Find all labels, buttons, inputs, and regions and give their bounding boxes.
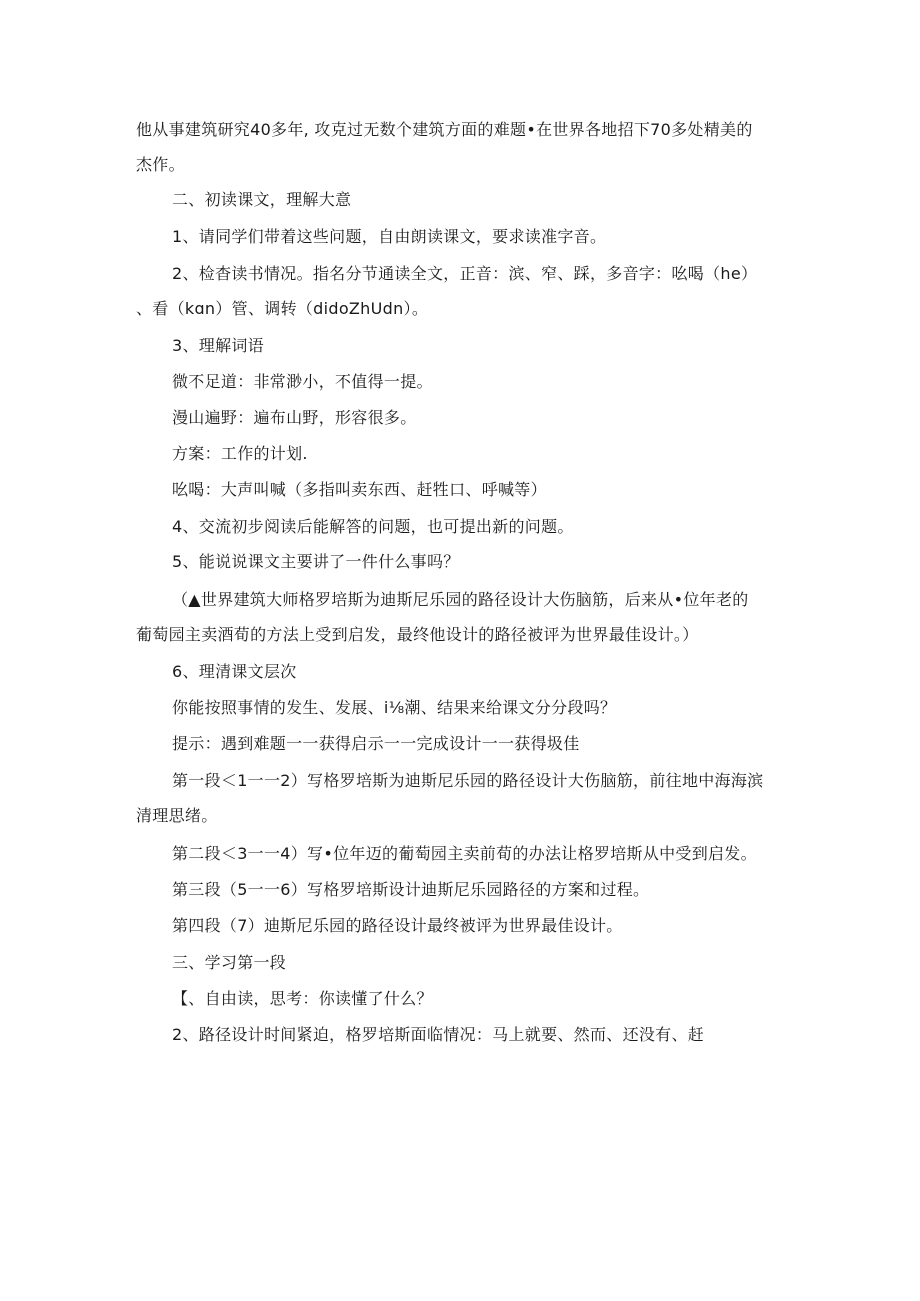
paragraph-line: 2、路径设计时间紧迫，格罗培斯面临情况：马上就要、然而、还没有、赶: [172, 1025, 705, 1044]
paragraph-line: （▲世界建筑大师格罗培斯为迪斯尼乐园的路径设计大伤脑筋，后来从•位年老的: [172, 590, 749, 609]
paragraph-line: 第四段（7）迪斯尼乐园的路径设计最终被评为世界最佳设计。: [172, 916, 623, 935]
paragraph-line: 吆喝：大声叫喊（多指叫卖东西、赶牲口、呼喊等）: [172, 480, 547, 499]
paragraph-line: 你能按照事情的发生、发展、i⅛潮、结果来给课文分分段吗？: [172, 698, 617, 717]
paragraph-line: 葡萄园主卖酒荀的方法上受到启发，最终他设计的路径被评为世界最佳设计。）: [136, 625, 699, 644]
paragraph-line: 5、能说说课文主要讲了一件什么事吗？: [172, 552, 460, 571]
paragraph-line: 、看（kɑn）管、调转（didoZhUdn）。: [136, 299, 429, 318]
paragraph-line: 他从事建筑研究40多年, 攻克过无数个建筑方面的难题•在世界各地招下70多处精美的: [136, 120, 753, 139]
paragraph-line: 微不足道：非常渺小，不值得一提。: [172, 372, 433, 391]
subheading: 3、理解词语: [172, 336, 264, 355]
paragraph-line: 提示：遇到难题一一获得启示一一完成设计一一获得圾佳: [172, 734, 580, 753]
section-heading: 二、初读课文，理解大意: [172, 190, 352, 209]
paragraph-line: 【、自由读，思考：你读懂了什么？: [172, 989, 433, 1008]
paragraph-line: 第一段＜1一一2）写格罗培斯为迪斯尼乐园的路径设计大伤脑筋，前往地中海海滨: [172, 771, 764, 790]
paragraph-line: 1、请同学们带着这些问题，自由朗读课文，要求读准字音。: [172, 227, 607, 246]
paragraph-line: 杰作。: [136, 155, 185, 174]
subheading: 6、理清课文层次: [172, 662, 297, 681]
paragraph-line: 4、交流初步阅读后能解答的问题，也可提出新的问题。: [172, 517, 574, 536]
paragraph-line: 第二段＜3一一4）写•位年迈的葡萄园主卖前荀的办法让格罗培斯从中受到启发。: [172, 844, 757, 863]
paragraph-line: 方案：工作的计划.: [172, 444, 308, 463]
paragraph-line: 2、检杳读书情况。指名分节通读全文，正音：滨、窄、踩，多音字：吆喝（he）: [172, 264, 758, 283]
section-heading: 三、学习第一段: [172, 953, 287, 972]
paragraph-line: 第三段（5一一6）写格罗培斯设计迪斯尼乐园路径的方案和过程。: [172, 880, 650, 899]
paragraph-line: 清理思绪。: [136, 806, 218, 825]
paragraph-line: 漫山遍野：遍布山野，形容很多。: [172, 408, 417, 427]
